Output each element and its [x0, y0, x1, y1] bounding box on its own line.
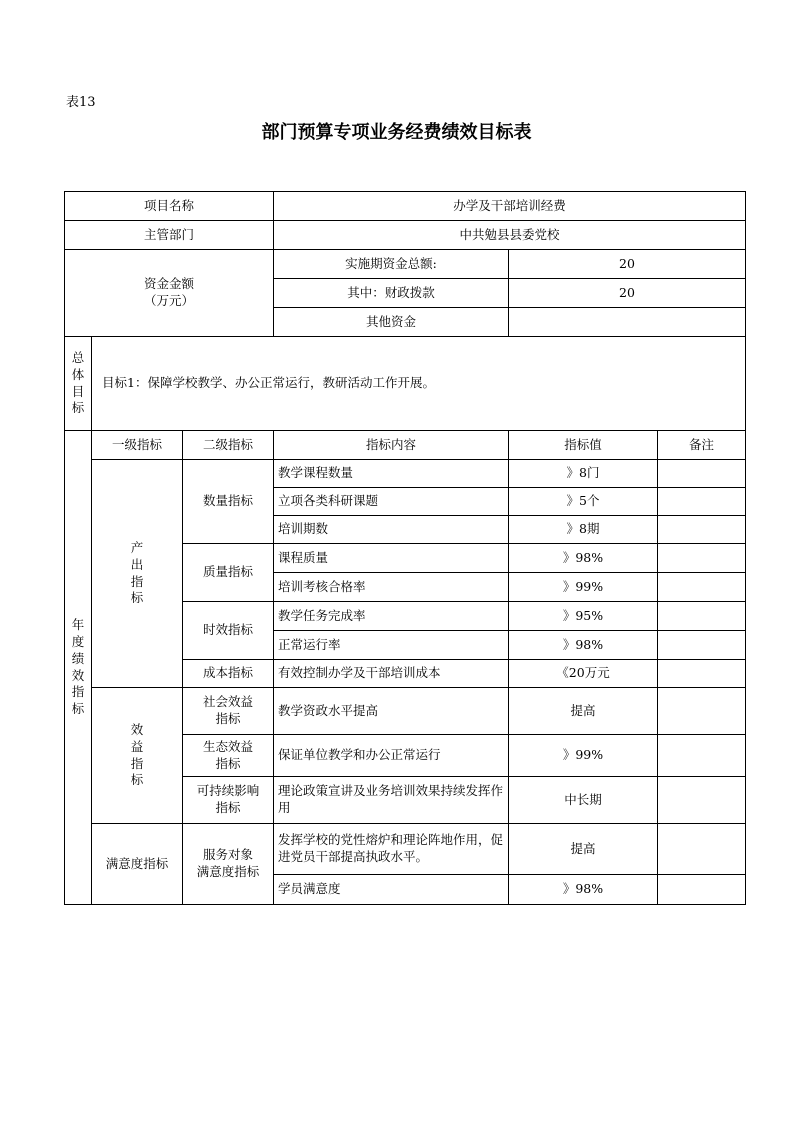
indicator-content: 立项各类科研课题 [274, 488, 509, 516]
funds-total-label: 实施期资金总额: [274, 250, 509, 279]
header-value: 指标值 [509, 431, 658, 460]
indicator-note [658, 875, 746, 905]
indicator-content: 课程质量 [274, 544, 509, 573]
table-row [65, 460, 746, 488]
funds-fiscal-label: 其中：财政拨款 [274, 279, 509, 308]
indicator-content: 教学任务完成率 [274, 602, 509, 631]
indicator-value: 》99% [509, 573, 658, 602]
indicator-value: 》98% [509, 544, 658, 573]
funds-total-value: 20 [509, 250, 746, 279]
indicator-value: 中长期 [509, 777, 658, 824]
overall-goal-label: 总 体 目 标 [65, 337, 92, 431]
annual-indicator-label: 年 度 绩 效 指 标 [65, 431, 92, 905]
table-row [65, 824, 746, 875]
indicator-content: 培训考核合格率 [274, 573, 509, 602]
indicator-content: 学员满意度 [274, 875, 509, 905]
header-level2: 二级指标 [183, 431, 274, 460]
indicator-value: 《20万元 [509, 660, 658, 688]
indicator-value: 》5个 [509, 488, 658, 516]
indicator-content: 保证单位教学和办公正常运行 [274, 735, 509, 777]
indicator-note [658, 631, 746, 660]
overall-goal-row [65, 337, 746, 431]
indicator-content: 教学资政水平提高 [274, 688, 509, 735]
indicator-note [658, 602, 746, 631]
ecological-benefit-label: 生态效益 指标 [183, 735, 274, 777]
funds-other-label: 其他资金 [274, 308, 509, 337]
header-content: 指标内容 [274, 431, 509, 460]
indicator-value: 》8期 [509, 516, 658, 544]
indicator-note [658, 735, 746, 777]
indicator-content: 有效控制办学及干部培训成本 [274, 660, 509, 688]
benefit-indicator-label: 效 益 指 标 [92, 688, 183, 824]
indicator-note [658, 516, 746, 544]
table-row [65, 688, 746, 735]
funds-label [65, 250, 274, 337]
funds-label-line1: 资金金额 [143, 276, 194, 292]
indicator-value: 》98% [509, 631, 658, 660]
project-label: 项目名称 [65, 192, 274, 221]
indicator-note [658, 488, 746, 516]
page-title: 部门预算专项业务经费绩效目标表 [261, 122, 532, 143]
indicator-content: 发挥学校的党性熔炉和理论阵地作用，促进党员干部提高执政水平。 [274, 824, 509, 875]
department-value: 中共勉县县委党校 [274, 221, 746, 250]
satisfaction-indicator-label: 满意度指标 [92, 824, 183, 905]
indicator-header-row [65, 431, 746, 460]
indicator-value: 提高 [509, 688, 658, 735]
quality-indicator-label: 质量指标 [183, 544, 274, 602]
funds-total-row [65, 250, 746, 279]
indicator-note [658, 688, 746, 735]
overall-goal-text: 目标1：保障学校教学、办公正常运行，教研活动工作开展。 [92, 337, 746, 431]
sustainable-impact-label: 可持续影响 指标 [183, 777, 274, 824]
indicator-note [658, 460, 746, 488]
project-row [65, 192, 746, 221]
indicator-content: 理论政策宣讲及业务培训效果持续发挥作用 [274, 777, 509, 824]
service-satisfaction-label: 服务对象 满意度指标 [183, 824, 274, 905]
indicator-note [658, 573, 746, 602]
indicator-value: 》95% [509, 602, 658, 631]
funds-label-line2: （万元） [143, 293, 194, 308]
indicator-value: 》98% [509, 875, 658, 905]
indicator-content: 正常运行率 [274, 631, 509, 660]
performance-target-table [64, 191, 746, 905]
project-value: 办学及干部培训经费 [274, 192, 746, 221]
indicator-content: 培训期数 [274, 516, 509, 544]
indicator-note [658, 544, 746, 573]
timeliness-indicator-label: 时效指标 [183, 602, 274, 660]
indicator-value: 》99% [509, 735, 658, 777]
quantity-indicator-label: 数量指标 [183, 460, 274, 544]
department-label: 主管部门 [65, 221, 274, 250]
indicator-note [658, 824, 746, 875]
table-number: 表13 [66, 95, 96, 110]
funds-other-value [509, 308, 746, 337]
indicator-value: 提高 [509, 824, 658, 875]
indicator-content: 教学课程数量 [274, 460, 509, 488]
header-note: 备注 [658, 431, 746, 460]
department-row [65, 221, 746, 250]
funds-fiscal-value: 20 [509, 279, 746, 308]
header-level1: 一级指标 [92, 431, 183, 460]
indicator-note [658, 660, 746, 688]
indicator-note [658, 777, 746, 824]
output-indicator-label: 产 出 指 标 [92, 460, 183, 688]
indicator-value: 》8门 [509, 460, 658, 488]
cost-indicator-label: 成本指标 [183, 660, 274, 688]
social-benefit-label: 社会效益 指标 [183, 688, 274, 735]
